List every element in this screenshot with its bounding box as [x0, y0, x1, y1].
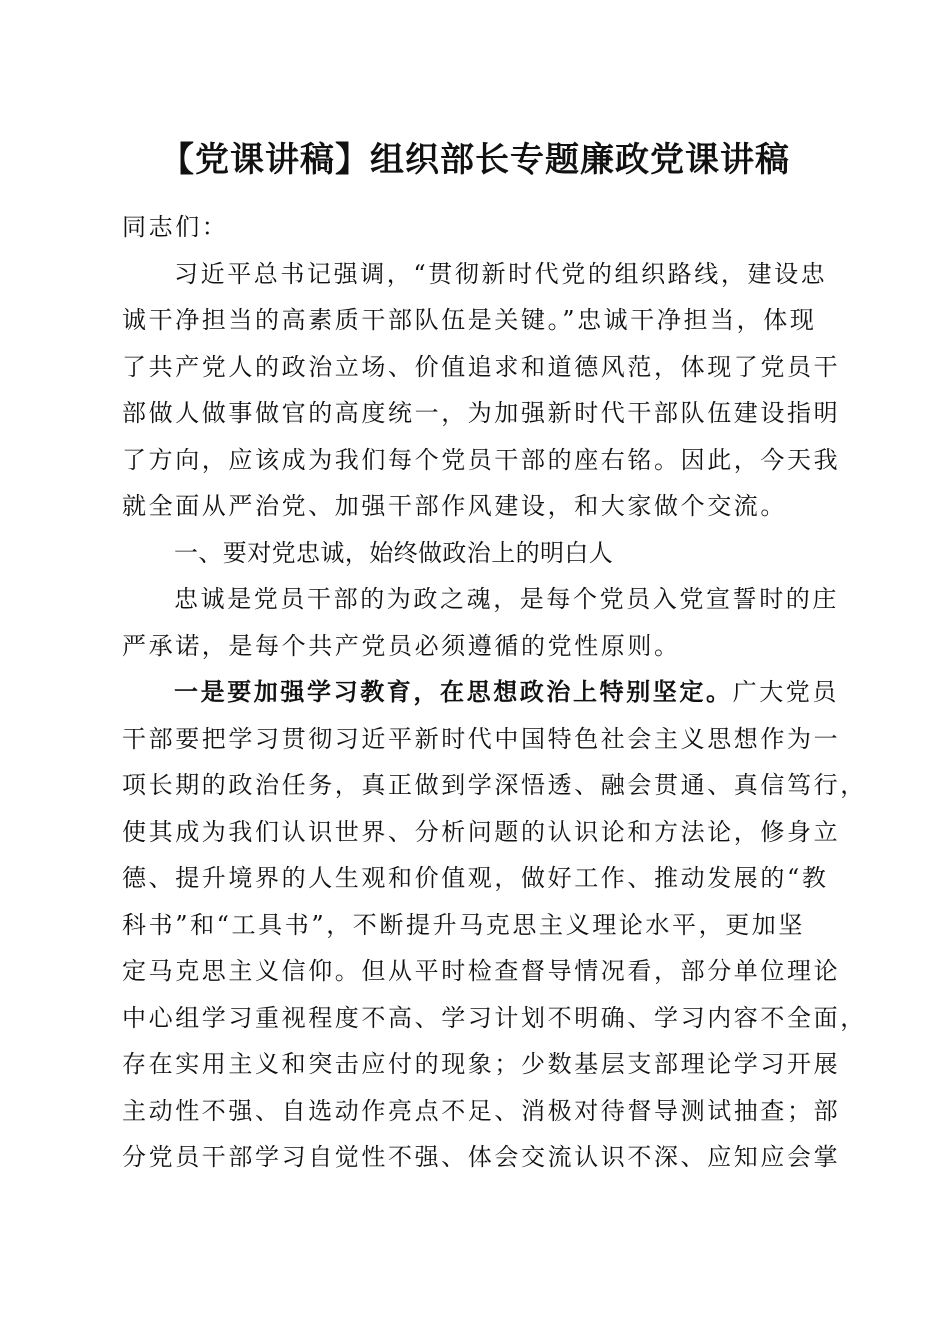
- paragraph-line: [122, 669, 840, 716]
- paragraph-line: 德、提升境界的人生观和价值观，做好工作、推动发展的“教: [122, 864, 829, 892]
- paragraph-line: 项长期的政治任务，真正做到学深悟透、融会贯通、真信笃行，: [122, 771, 867, 799]
- paragraph-line: 使其成为我们认识世界、分析问题的认识论和方法论，修身立: [122, 817, 841, 846]
- paragraph-line: 部做人做事做官的高度统一，为加强新时代干部队伍建设指明: [122, 399, 841, 427]
- section-heading: 一、要对党忠诚，始终做政治上的明白人: [174, 538, 614, 567]
- document-title: 【党课讲稿】组织部长专题廉政党课讲稿: [160, 140, 790, 180]
- document-body: [122, 204, 867, 1181]
- intro-paragraph: [122, 251, 841, 530]
- paragraph-line: 中心组学习重视程度不高、学习计划不明确、学习内容不全面，: [122, 1003, 867, 1032]
- paragraph-line: 习近平总书记强调，“贯彻新时代党的组织路线，建设忠: [174, 259, 828, 288]
- paragraph-line: 了方向，应该成为我们每个党员干部的座右铭。因此，今天我: [122, 445, 841, 474]
- paragraph-line: 忠诚是党员干部的为政之魂，是每个党员入党宣誓时的庄: [174, 585, 839, 613]
- paragraph-line: 定马克思主义信仰。但从平时检查督导情况看，部分单位理论: [122, 957, 841, 985]
- paragraph-line: 就全面从严治党、加强干部作风建设，和大家做个交流。: [122, 492, 787, 520]
- paragraph-line: 诚干净担当的高素质干部队伍是关键。”忠诚干净担当，体现: [122, 306, 817, 334]
- paragraph-line: 科书”和“工具书”，不断提升马克思主义理论水平，更加坚: [122, 910, 806, 939]
- point-lead-rest: 广大党员: [732, 678, 840, 706]
- point-lead: 一是要加强学习教育，在思想政治上特别坚定。: [174, 677, 733, 706]
- paragraph-line: 严承诺，是每个共产党员必须遵循的党性原则。: [122, 631, 681, 660]
- point-paragraph: [122, 669, 867, 1181]
- paragraph-line: 存在实用主义和突击应付的现象；少数基层支部理论学习开展: [122, 1050, 841, 1078]
- paragraph-line: 了共产党人的政治立场、价值追求和道德风范，体现了党员干: [122, 352, 841, 381]
- section-paragraph: [122, 576, 839, 669]
- paragraph-line: 主动性不强、自选动作亮点不足、消极对待督导测试抽查；部: [122, 1096, 841, 1125]
- paragraph-line: 分党员干部学习自觉性不强、体会交流认识不深、应知应会掌: [122, 1143, 841, 1171]
- salutation: 同志们：: [122, 213, 229, 241]
- paragraph-line: 干部要把学习贯彻习近平新时代中国特色社会主义思想作为一: [122, 724, 841, 753]
